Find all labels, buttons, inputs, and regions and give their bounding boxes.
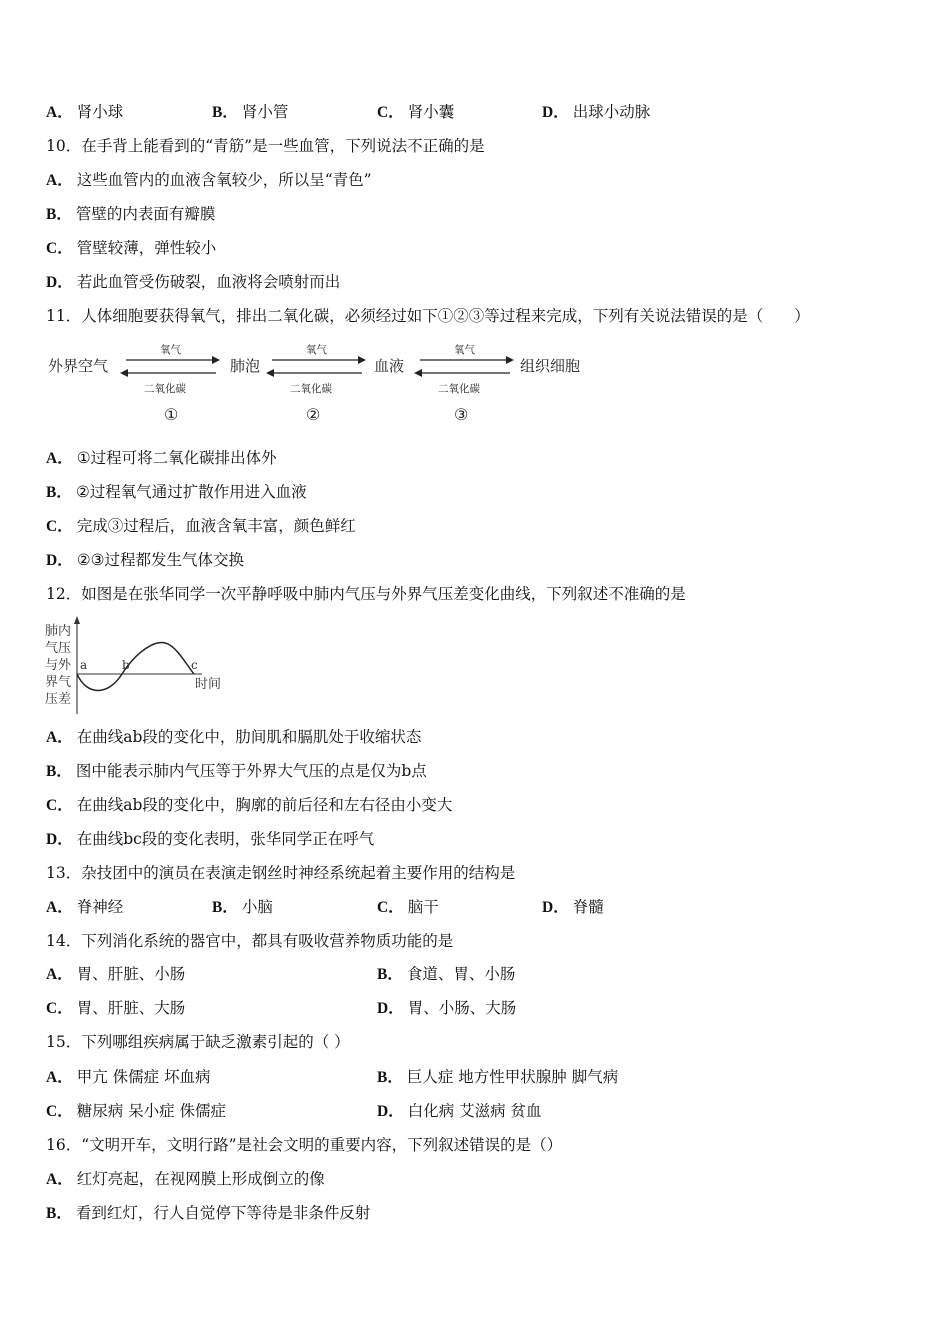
option-text: 管壁较薄，弹性较小 [76,239,217,257]
ylabel-line-1: 肺内 [45,624,72,639]
node-tissue-cells: 组织细胞 [520,357,581,375]
co2-arrowhead-1 [120,369,128,377]
oxygen-label-2: 氧气 [306,344,327,356]
oxygen-label-1: 氧气 [160,344,181,356]
q14-option-c [46,998,185,1019]
option-label: B． [377,966,403,983]
q13-option-a [46,897,123,918]
co2-label-2: 二氧化碳 [290,383,332,395]
option-text: 脊髓 [572,898,604,916]
q16-option-a [46,1169,325,1190]
q15-option-a [46,1067,211,1088]
option-label: C． [46,240,73,257]
xlabel: 时间 [195,677,222,692]
q10-option-a [46,170,372,191]
option-text: 在曲线bc段的变化表明，张华同学正在呼气 [76,830,375,848]
q9-option-b [212,102,288,123]
option-text: 肾小球 [76,103,124,121]
option-label: D． [542,104,569,121]
step-1-marker: ① [164,405,179,424]
option-text: 在曲线ab段的变化中，胸廓的前后径和左右径由小变大 [76,796,453,814]
option-text: 胃、肝脏、大肠 [76,999,186,1017]
option-label: C． [377,104,404,121]
q15-stem: 15．下列哪组疾病属于缺乏激素引起的（ ） [46,1033,350,1051]
q12-option-b [46,761,427,782]
q12-stem: 12．如图是在张华同学一次平静呼吸中肺内气压与外界气压差变化曲线，下列叙述不准确的是 [46,585,686,603]
option-label: B． [212,104,238,121]
q12-option-d [46,829,374,850]
option-label: A． [46,1171,73,1188]
co2-arrowhead-2 [266,369,274,377]
q12-option-c [46,795,452,816]
option-label: A． [46,172,73,189]
y-axis-arrowhead [74,616,80,624]
option-text: ②③过程都发生气体交换 [76,551,244,569]
ylabel-line-2: 气压 [45,641,72,656]
q16-stem: 16．“文明开车，文明行路”是社会文明的重要内容，下列叙述错误的是（） [46,1136,563,1154]
option-label: A． [46,729,73,746]
option-label: C． [46,797,73,814]
ylabel-line-5: 压差 [45,692,72,707]
q9-option-d [542,102,650,123]
option-text: 脑干 [407,898,439,916]
option-text: ②过程氧气通过扩散作用进入血液 [75,483,307,501]
option-text: 看到红灯，行人自觉停下等待是非条件反射 [75,1204,371,1222]
q15-option-b [377,1067,618,1088]
option-text: 小脑 [241,898,273,916]
q12-option-a [46,727,421,748]
option-text: 糖尿病 呆小症 侏儒症 [76,1102,227,1120]
option-text: 完成③过程后，血液含氧丰富，颜色鲜红 [76,517,356,535]
node-blood: 血液 [374,357,405,375]
option-text: 甲亢 侏儒症 坏血病 [76,1068,211,1086]
option-label: A． [46,966,73,983]
co2-label-3: 二氧化碳 [438,383,480,395]
option-text: 肾小囊 [407,103,455,121]
q11-option-b [46,482,307,503]
option-text: 胃、小肠、大肠 [407,999,517,1017]
option-label: A． [46,104,73,121]
point-c-label: c [191,658,198,672]
option-text: 红灯亮起，在视网膜上形成倒立的像 [76,1170,325,1188]
option-label: C． [46,1103,73,1120]
option-label: D． [542,899,569,916]
option-text: 脊神经 [76,898,124,916]
q11-option-d [46,550,244,571]
q10-option-c [46,238,216,259]
q11-stem: 11．人体细胞要获得氧气，排出二氧化碳，必须经过如下①②③等过程来完成，下列有关说法错误的是（ ） [46,307,810,325]
co2-label-1: 二氧化碳 [144,383,186,395]
q14-option-b [377,964,515,985]
option-label: D． [377,1000,404,1017]
option-label: D． [46,552,73,569]
q10-stem: 10．在手背上能看到的“青筋”是一些血管，下列说法不正确的是 [46,137,485,155]
option-label: A． [46,450,73,467]
option-text: 巨人症 地方性甲状腺肿 脚气病 [406,1068,619,1086]
option-label: B． [212,899,238,916]
q13-stem: 13．杂技团中的演员在表演走钢丝时神经系统起着主要作用的结构是 [46,864,516,882]
oxygen-label-3: 氧气 [454,344,475,356]
step-3-marker: ③ [454,405,469,424]
point-a-label: a [80,658,88,672]
step-2-marker: ② [306,405,321,424]
option-text: 管壁的内表面有瓣膜 [75,205,216,223]
q16-option-b [46,1203,370,1224]
node-alveoli: 肺泡 [230,357,261,375]
q10-option-d [46,272,340,293]
oxygen-arrowhead-2 [358,356,366,364]
oxygen-arrowhead-3 [506,356,514,364]
q13-option-b [212,897,273,918]
q11-option-c [46,516,356,537]
option-label: A． [46,1069,73,1086]
pressure-curve [77,643,194,691]
option-label: A． [46,899,73,916]
option-label: C． [46,1000,73,1017]
q14-stem: 14．下列消化系统的器官中，都具有吸收营养物质功能的是 [46,932,454,950]
point-b-label: b [122,658,130,672]
pressure-curve-graph [44,614,244,718]
node-outside-air: 外界空气 [48,357,109,375]
option-text: 这些血管内的血液含氧较少，所以呈“青色” [76,171,372,189]
option-text: ①过程可将二氧化碳排出体外 [76,449,277,467]
ylabel-line-3: 与外 [45,658,72,673]
q13-option-d [542,897,604,918]
option-label: D． [377,1103,404,1120]
option-text: 食道、胃、小肠 [406,965,516,983]
option-label: B． [377,1069,403,1086]
option-label: B． [46,206,72,223]
option-label: B． [46,484,72,501]
option-label: C． [377,899,404,916]
ylabel-line-4: 界气 [45,675,72,690]
q11-option-a [46,448,277,469]
gas-exchange-diagram [44,340,604,432]
q10-option-b [46,204,215,225]
co2-arrowhead-3 [414,369,422,377]
option-text: 在曲线ab段的变化中，肋间肌和膈肌处于收缩状态 [76,728,422,746]
option-text: 白化病 艾滋病 贫血 [407,1102,542,1120]
q9-option-a [46,102,123,123]
option-text: 肾小管 [241,103,289,121]
option-label: D． [46,274,73,291]
option-label: D． [46,831,73,848]
oxygen-arrowhead-1 [212,356,220,364]
q9-option-c [377,102,454,123]
q15-option-d [377,1101,542,1122]
option-label: C． [46,518,73,535]
q13-option-c [377,897,439,918]
q14-option-a [46,964,185,985]
q15-option-c [46,1101,226,1122]
option-text: 胃、肝脏、小肠 [76,965,186,983]
option-text: 图中能表示肺内气压等于外界大气压的点是仅为b点 [75,762,427,780]
option-text: 出球小动脉 [572,103,651,121]
option-text: 若此血管受伤破裂，血液将会喷射而出 [76,273,341,291]
q14-option-d [377,998,516,1019]
option-label: B． [46,763,72,780]
option-label: B． [46,1205,72,1222]
